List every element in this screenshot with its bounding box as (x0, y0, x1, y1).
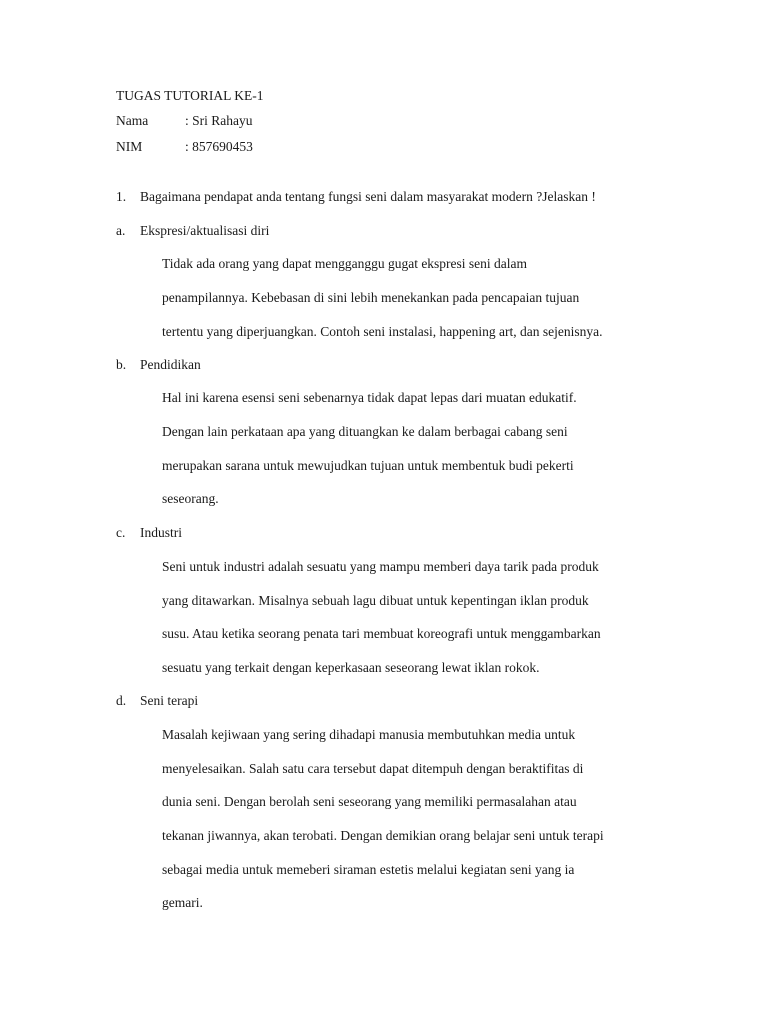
item-marker: d. (116, 693, 127, 708)
paragraph-line: susu. Atau ketika seorang penata tari membuat koreografi untuk menggambarkan (162, 626, 601, 641)
paragraph-line: sesuatu yang terkait dengan keperkasaan seseorang lewat iklan rokok. (162, 660, 540, 675)
paragraph-line: dunia seni. Dengan berolah seni seseorang yang memiliki permasalahan atau (162, 794, 577, 809)
name-label: Nama (116, 113, 149, 128)
paragraph-line: penampilannya. Kebebasan di sini lebih menekankan pada pencapaian tujuan (162, 290, 580, 305)
paragraph-line: tekanan jiwannya, akan terobati. Dengan demikian orang belajar seni untuk terapi (162, 828, 604, 843)
item-marker: b. (116, 357, 127, 372)
item-title: Seni terapi (140, 693, 199, 708)
item-title: Industri (140, 525, 182, 540)
question-number: 1. (116, 189, 127, 204)
paragraph-line: Dengan lain perkataan apa yang dituangkan ke dalam berbagai cabang seni (162, 424, 568, 439)
document-title: TUGAS TUTORIAL KE-1 (116, 88, 264, 103)
nim-value: : 857690453 (185, 139, 253, 154)
item-marker: c. (116, 525, 126, 540)
paragraph-line: tertentu yang diperjuangkan. Contoh seni instalasi, happening art, dan sejenisnya. (162, 324, 603, 339)
paragraph-line: Hal ini karena esensi seni sebenarnya tidak dapat lepas dari muatan edukatif. (162, 390, 577, 405)
question-text: Bagaimana pendapat anda tentang fungsi seni dalam masyarakat modern ?Jelaskan ! (140, 189, 596, 204)
paragraph-line: gemari. (162, 895, 203, 910)
paragraph-line: Seni untuk industri adalah sesuatu yang mampu memberi daya tarik pada produk (162, 559, 599, 574)
paragraph-line: Masalah kejiwaan yang sering dihadapi manusia membutuhkan media untuk (162, 727, 576, 742)
paragraph-line: Tidak ada orang yang dapat mengganggu gugat ekspresi seni dalam (162, 256, 528, 271)
paragraph-line: seseorang. (162, 491, 219, 506)
nim-label: NIM (116, 139, 143, 154)
paragraph-line: yang ditawarkan. Misalnya sebuah lagu dibuat untuk kepentingan iklan produk (162, 593, 589, 608)
paragraph-line: sebagai media untuk memeberi siraman estetis melalui kegiatan seni yang ia (162, 862, 575, 877)
name-value: : Sri Rahayu (185, 113, 253, 128)
item-title: Ekspresi/aktualisasi diri (140, 223, 270, 238)
paragraph-line: merupakan sarana untuk mewujudkan tujuan untuk membentuk budi pekerti (162, 458, 574, 473)
item-title: Pendidikan (140, 357, 201, 372)
item-marker: a. (116, 223, 126, 238)
paragraph-line: menyelesaikan. Salah satu cara tersebut dapat ditempuh dengan beraktifitas di (162, 761, 584, 776)
